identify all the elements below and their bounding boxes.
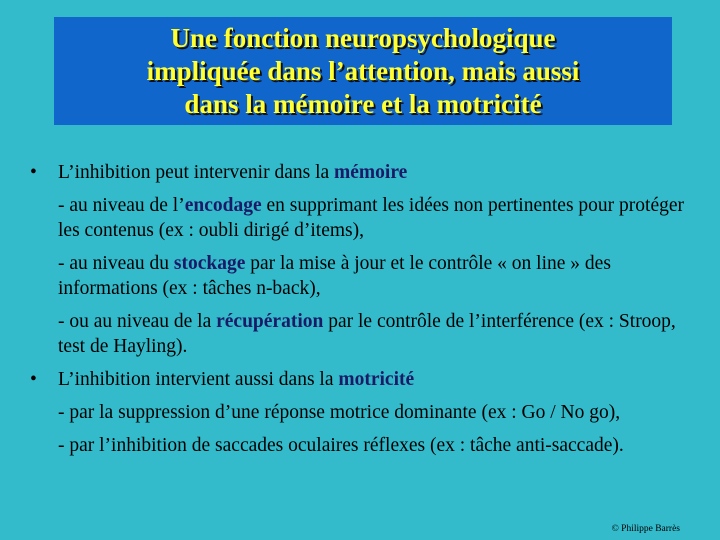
bullet-text-pre: L’inhibition intervient aussi dans la <box>58 369 339 390</box>
sub-text-pre: - ou au niveau de la <box>58 311 217 332</box>
slide-title-line-2: impliquée dans l’attention, mais aussi <box>146 55 580 86</box>
slide-title-box <box>54 17 672 125</box>
bullet-keyword: motricité <box>338 369 415 390</box>
sub-item-go-nogo <box>0 400 698 425</box>
bullet-marker: • <box>30 369 37 390</box>
sub-text-post: en supprimant les idées non pertinentes pour protéger les contenus (ex : oubli dirigé d’items), <box>58 195 684 241</box>
sub-keyword: récupération <box>216 311 324 332</box>
sub-text-pre: - au niveau du <box>58 253 174 274</box>
sub-text-post: par la mise à jour et le contrôle « on line » des informations (ex : tâches n-back), <box>58 253 611 299</box>
slide-title-line-1: Une fonction neuropsychologique <box>170 22 556 53</box>
sub-item-stockage <box>0 251 698 301</box>
slide-body <box>0 160 720 466</box>
slide-title-line-3: dans la mémoire et la motricité <box>184 88 542 119</box>
bullet-memoire <box>0 160 720 185</box>
bullet-keyword: mémoire <box>334 162 408 183</box>
sub-item-encodage <box>0 193 698 243</box>
sub-item-antisaccade <box>0 433 698 458</box>
copyright-notice: © Philippe Barrès <box>611 524 680 534</box>
bullet-motricite <box>0 367 720 392</box>
bullet-text-pre: L’inhibition peut intervenir dans la <box>58 162 335 183</box>
sub-keyword: stockage <box>173 253 246 274</box>
sub-text-pre: - au niveau de l’ <box>58 195 185 216</box>
sub-item-recuperation <box>0 309 698 359</box>
sub-keyword: encodage <box>184 195 262 216</box>
sub-text-pre: - par la suppression d’une réponse motrice dominante (ex : Go / No go), <box>58 402 621 423</box>
bullet-marker: • <box>30 162 37 183</box>
sub-text-post: par le contrôle de l’interférence (ex : Stroop, test de Hayling). <box>58 311 676 357</box>
sub-text-pre: - par l’inhibition de saccades oculaires réflexes (ex : tâche anti-saccade). <box>58 435 624 456</box>
